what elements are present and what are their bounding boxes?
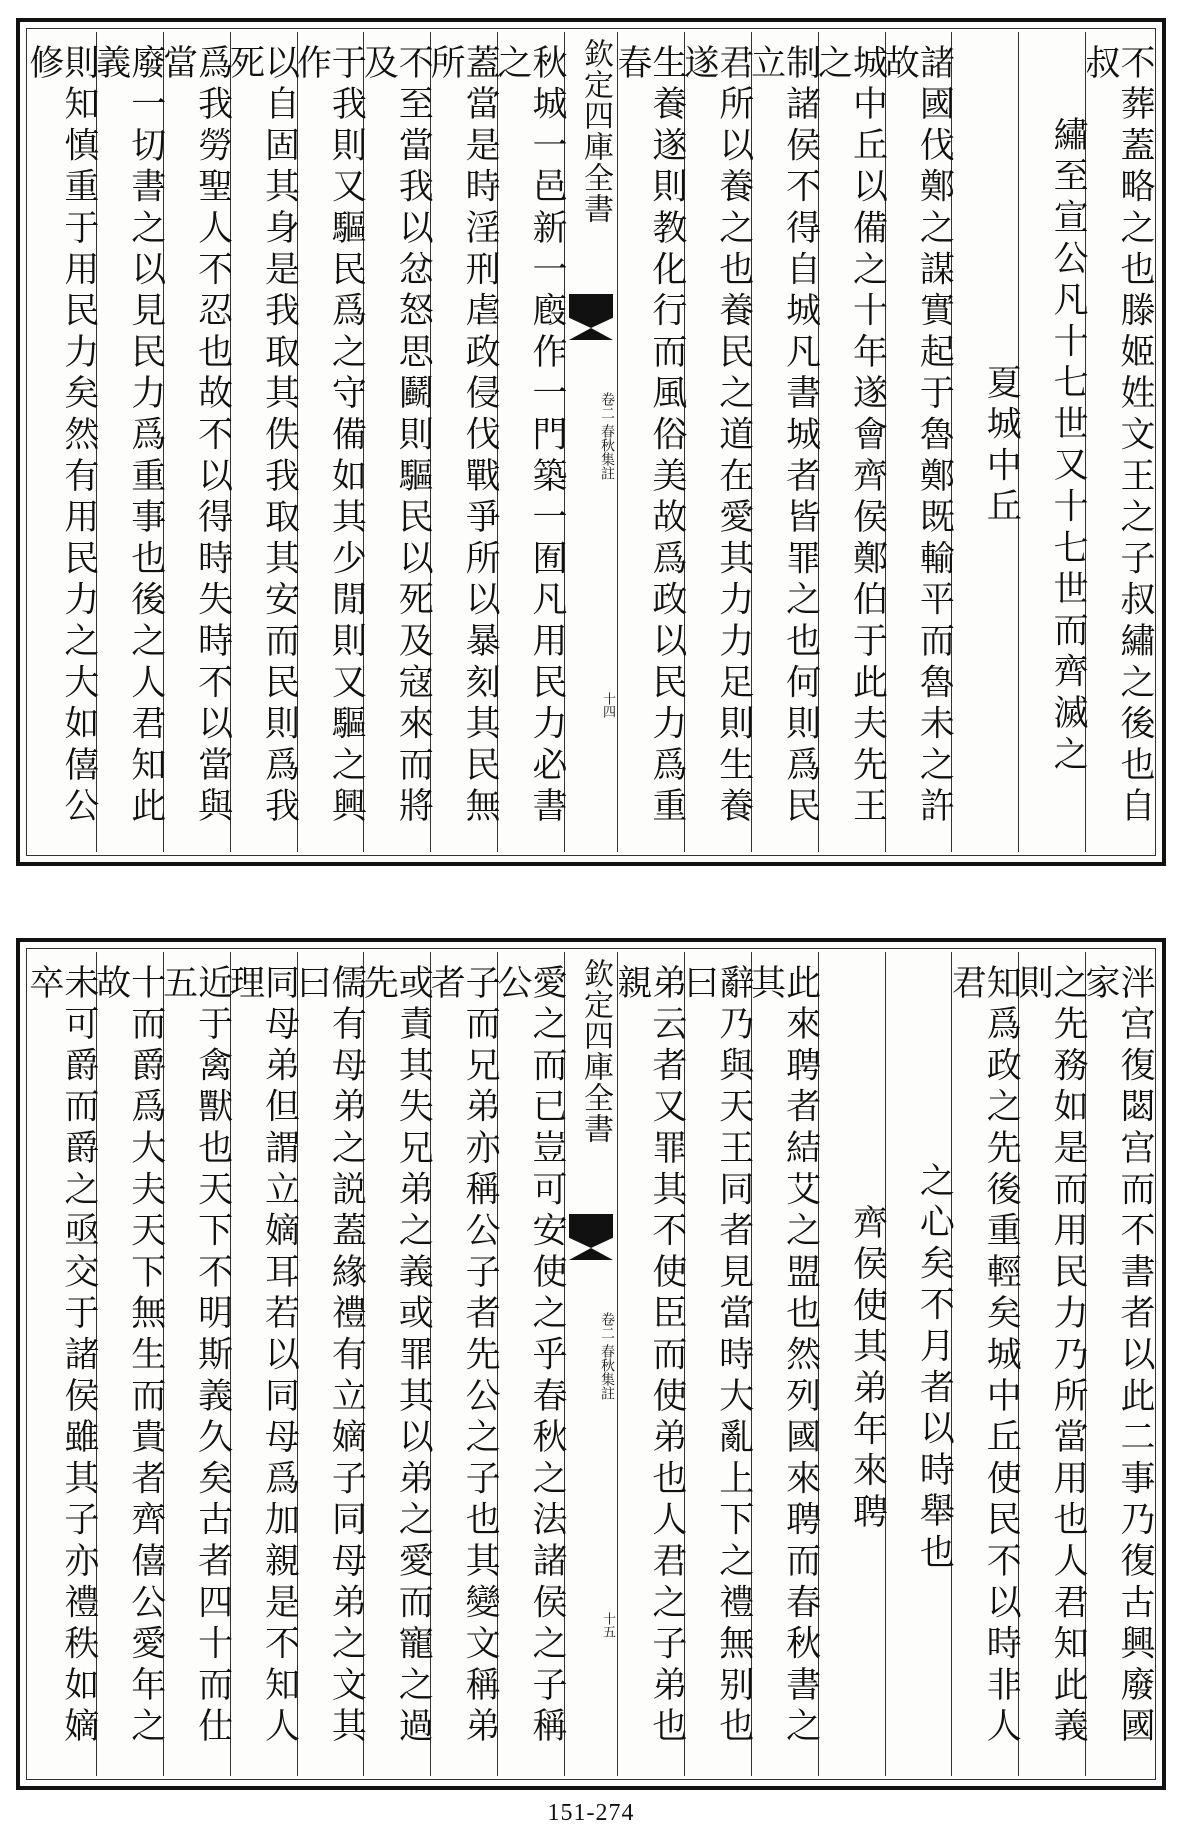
text-column [1080, 32, 1155, 852]
text-column [812, 32, 888, 852]
column-text: 泮宫復閟宫而不書者以此二事乃復古興廢國家 [1080, 964, 1155, 1749]
text-column [157, 32, 233, 852]
column-text: 未可爵而爵之亟交于諸侯雖其子亦禮秩如嫡卒 [23, 964, 99, 1749]
leaf-number: 十五 [600, 1612, 615, 1638]
column-text: 秋城一邑新一廏作一門築一囿凡用民力必書之 [492, 44, 567, 829]
text-column [611, 32, 687, 852]
column-text: 弟云者又罪其不使臣而使弟也人君之子弟也親 [611, 964, 687, 1749]
column-text: 蓋當是時淫刑虐政侵伐戰爭所以暴刻其民無所 [425, 44, 501, 829]
column-text: 不至當我以忿怒思鬬則驅民以死及寇來而將及 [358, 44, 434, 829]
page-number: 151-274 [547, 1800, 635, 1826]
text-column [425, 952, 501, 1776]
column-text: 以自固其身是我取其佚我取其安而民則爲我死 [224, 44, 300, 829]
text-column [224, 952, 300, 1776]
text-column [90, 952, 166, 1776]
text-column [946, 952, 1022, 1776]
fishtail-ornament [569, 294, 613, 328]
center-fold [564, 32, 617, 852]
text-column [611, 952, 687, 1776]
column-text: 繡至宣公凡十七世又十七世而齊滅之 [1048, 115, 1089, 777]
text-column [23, 952, 99, 1776]
text-column [745, 952, 821, 1776]
entry-heading: 齊侯使其弟年來聘 [847, 1203, 888, 1535]
volume-label: 卷二 [599, 392, 615, 420]
text-column [879, 32, 955, 852]
page-upper [16, 18, 1166, 866]
text-column [23, 32, 99, 852]
columns-upper [23, 32, 1155, 852]
text-column [425, 32, 501, 852]
column-text: 愛之而已豈可安使之乎春秋之法諸侯之子稱公 [492, 964, 567, 1749]
column-text: 爲我勞聖人不忍也故不以得時失時不以當與當 [157, 44, 233, 829]
work-title: 春秋集註 [599, 1344, 615, 1400]
fishtail-ornament [569, 1248, 613, 1260]
column-text: 之先務如是而用民力乃所當用也人君知此義則 [1013, 964, 1089, 1749]
column-text: 制諸侯不得自城凡書城者皆罪之也何則爲民立 [745, 44, 821, 829]
text-column [492, 952, 567, 1776]
text-column [1013, 952, 1089, 1776]
fishtail-ornament [569, 328, 613, 340]
column-text: 君所以養之也養民之道在愛其力力足則生養遂 [678, 44, 754, 829]
column-text: 不葬蓋略之也滕姬姓文王之子叔繡之後也自叔 [1080, 44, 1155, 829]
column-text: 近于禽獸也天下不明斯義久矣古者四十而仕五 [157, 964, 233, 1749]
fishtail-ornament [569, 1214, 613, 1248]
text-column [745, 32, 821, 852]
page-lower [16, 938, 1166, 1790]
column-text: 辭乃與天王同者見當時大亂上下之禮無别也曰 [678, 964, 754, 1749]
column-text: 諸國伐鄭之謀實起于魯鄭既輸平而魯未之許故 [879, 44, 955, 829]
book-title: 欽定四庫全書 [578, 958, 613, 1144]
section-label [565, 392, 617, 480]
heading-column [818, 952, 888, 1776]
text-column [678, 32, 754, 852]
column-text: 廢一切書之以見民力爲重事也後之人君知此義 [90, 44, 166, 829]
text-column [157, 952, 233, 1776]
leaf-number: 十四 [600, 692, 615, 718]
column-text: 或責其失兄弟之義或罪其以弟之愛而寵之過先 [358, 964, 434, 1749]
text-column [358, 952, 434, 1776]
text-column [1018, 32, 1089, 852]
column-text: 城中丘以備之十年遂會齊侯鄭伯于此夫先王之 [812, 44, 888, 829]
column-text: 子而兄弟亦稱公子者先公之子也其變文稱弟者 [425, 964, 501, 1749]
work-title: 春秋集註 [599, 424, 615, 480]
text-column [291, 952, 367, 1776]
heading-column [951, 32, 1022, 852]
text-column [291, 32, 367, 852]
book-title: 欽定四庫全書 [578, 38, 613, 224]
column-text: 則知慎重于用民力矣然有用民力之大如僖公修 [23, 44, 99, 829]
column-text: 生養遂則教化行而風俗美故爲政以民力爲重春 [611, 44, 687, 829]
column-text: 此來聘者結艾之盟也然列國來聘而春秋書之其 [745, 964, 821, 1749]
text-column [885, 952, 955, 1776]
column-text: 知爲政之先後重輕矣城中丘使民不以時非人君 [946, 964, 1022, 1749]
column-text: 同母弟但謂立嫡耳若以同母爲加親是不知人理 [224, 964, 300, 1749]
entry-heading: 夏城中丘 [981, 364, 1022, 530]
text-column [358, 32, 434, 852]
center-fold [564, 952, 617, 1776]
column-text: 之心矣不月者以時舉也 [914, 1161, 955, 1575]
section-label [565, 1312, 617, 1400]
volume-label: 卷二 [599, 1312, 615, 1340]
column-text: 十而爵爲大夫天下無生而貴者齊僖公愛年之故 [90, 964, 166, 1749]
text-column [492, 32, 567, 852]
text-column [90, 32, 166, 852]
text-column [678, 952, 754, 1776]
column-text: 儒有母弟之説蓋緣禮有立嫡子同母弟之文其曰 [291, 964, 367, 1749]
columns-lower [23, 952, 1155, 1776]
text-column [224, 32, 300, 852]
text-column [1080, 952, 1155, 1776]
column-text: 于我則又驅民爲之守備如其少閒則又驅之興作 [291, 44, 367, 829]
